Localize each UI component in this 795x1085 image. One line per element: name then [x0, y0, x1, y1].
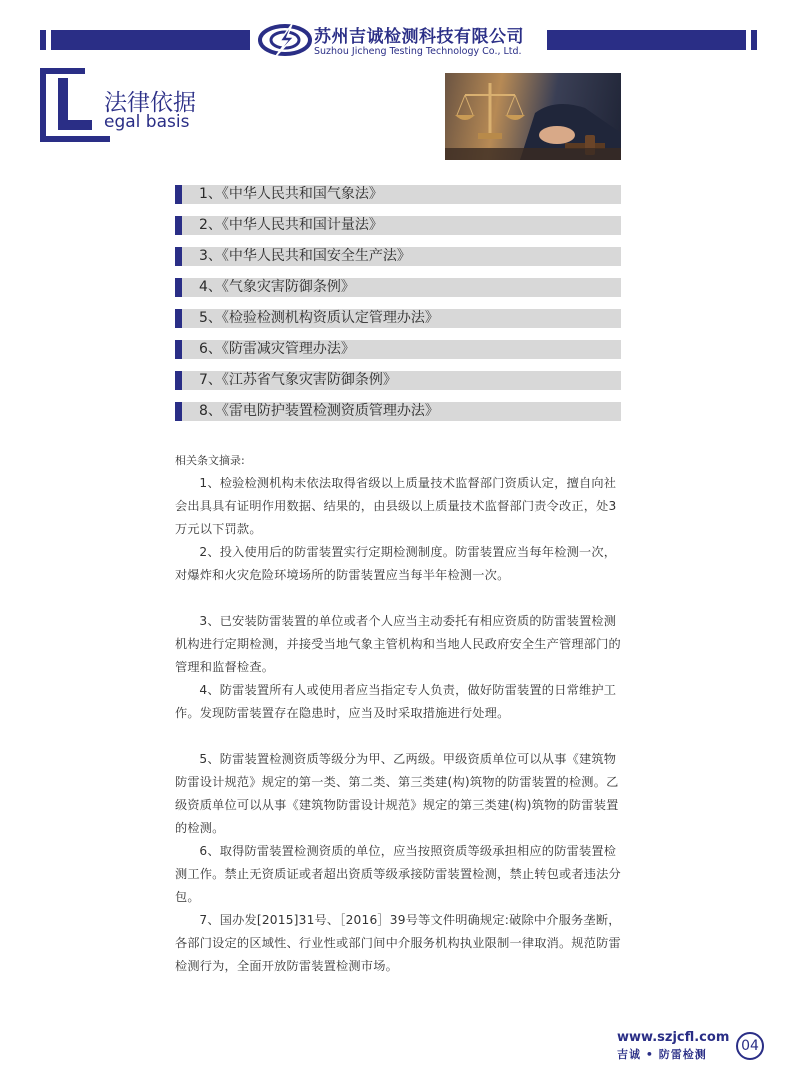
excerpt-paragraph: 6、取得防雷装置检测资质的单位，应当按照资质等级承担相应的防雷装置检测工作。禁止无资质证或者超出资质等级承接防雷装置检测，禁止转包或者违法分包。 [175, 844, 621, 904]
footer-slogan: 吉诚 • 防雷检测 [617, 1048, 707, 1061]
excerpt-paragraph: 4、防雷装置所有人或使用者应当指定专人负责，做好防雷装置的日常维护工作。发现防雷装置存在隐患时，应当及时采取措施进行处理。 [175, 683, 617, 720]
law-item: 1、《中华人民共和国气象法》 [175, 185, 621, 204]
law-item: 8、《雷电防护装置检测资质管理办法》 [175, 402, 621, 421]
section-title-cn: 法律依据 [104, 90, 196, 116]
company-name-cn: 苏州吉诚检测科技有限公司 [314, 27, 524, 47]
heading-frame-bottom [40, 136, 110, 142]
heading-frame-left [40, 68, 46, 142]
company-logo-icon [258, 22, 312, 58]
company-name-en: Suzhou Jicheng Testing Technology Co., Ltd. [314, 46, 522, 57]
footer-website: www.szjcfl.com [617, 1030, 730, 1045]
excerpt-paragraph: 3、已安装防雷装置的单位或者个人应当主动委托有相应资质的防雷装置检测机构进行定期检测，并接受当地气象主管机构和当地人民政府安全生产管理部门的管理和监督检查。 [175, 614, 621, 674]
law-item: 3、《中华人民共和国安全生产法》 [175, 247, 621, 266]
law-item: 5、《检验检测机构资质认定管理办法》 [175, 309, 621, 328]
heading-letter-l-foot [58, 120, 92, 130]
excerpt-title: 相关条文摘录: [175, 454, 245, 467]
law-item: 6、《防雷减灾管理办法》 [175, 340, 621, 359]
excerpt-paragraph: 5、防雷装置检测资质等级分为甲、乙两级。甲级资质单位可以从事《建筑物防雷设计规范》规定的第一类、第二类、第三类建(构)筑物的防雷装置的检测。乙级资质单位可以从事《建筑物防雷设计规范》规定的第三类建(构)筑物的防雷装置的检测。 [175, 752, 619, 835]
law-item: 4、《气象灾害防御条例》 [175, 278, 621, 297]
header-bar-left [40, 30, 250, 50]
page-number: 04 [736, 1032, 764, 1060]
header-bar-right [547, 30, 757, 50]
section-title-en: egal basis [104, 112, 190, 132]
law-item: 2、《中华人民共和国计量法》 [175, 216, 621, 235]
excerpt-paragraph: 2、投入使用后的防雷装置实行定期检测制度。防雷装置应当每年检测一次，对爆炸和火灾危险环境场所的防雷装置应当每半年检测一次。 [175, 545, 617, 582]
law-item: 7、《江苏省气象灾害防御条例》 [175, 371, 621, 390]
excerpt-paragraph: 1、检验检测机构未依法取得省级以上质量技术监督部门资质认定，擅自向社会出具具有证明作用数据、结果的，由县级以上质量技术监督部门责令改正，处3万元以下罚款。 [175, 476, 617, 536]
heading-frame-top [40, 68, 85, 74]
judge-gavel-scales-photo [445, 73, 621, 160]
excerpt-paragraph: 7、国办发[2015]31号、［2016］39号等文件明确规定:破除中介服务垄断，各部门设定的区域性、行业性或部门间中介服务机构执业限制一律取消。规范防雷检测行为，全面开放防雷装置检测市场。 [175, 913, 621, 973]
